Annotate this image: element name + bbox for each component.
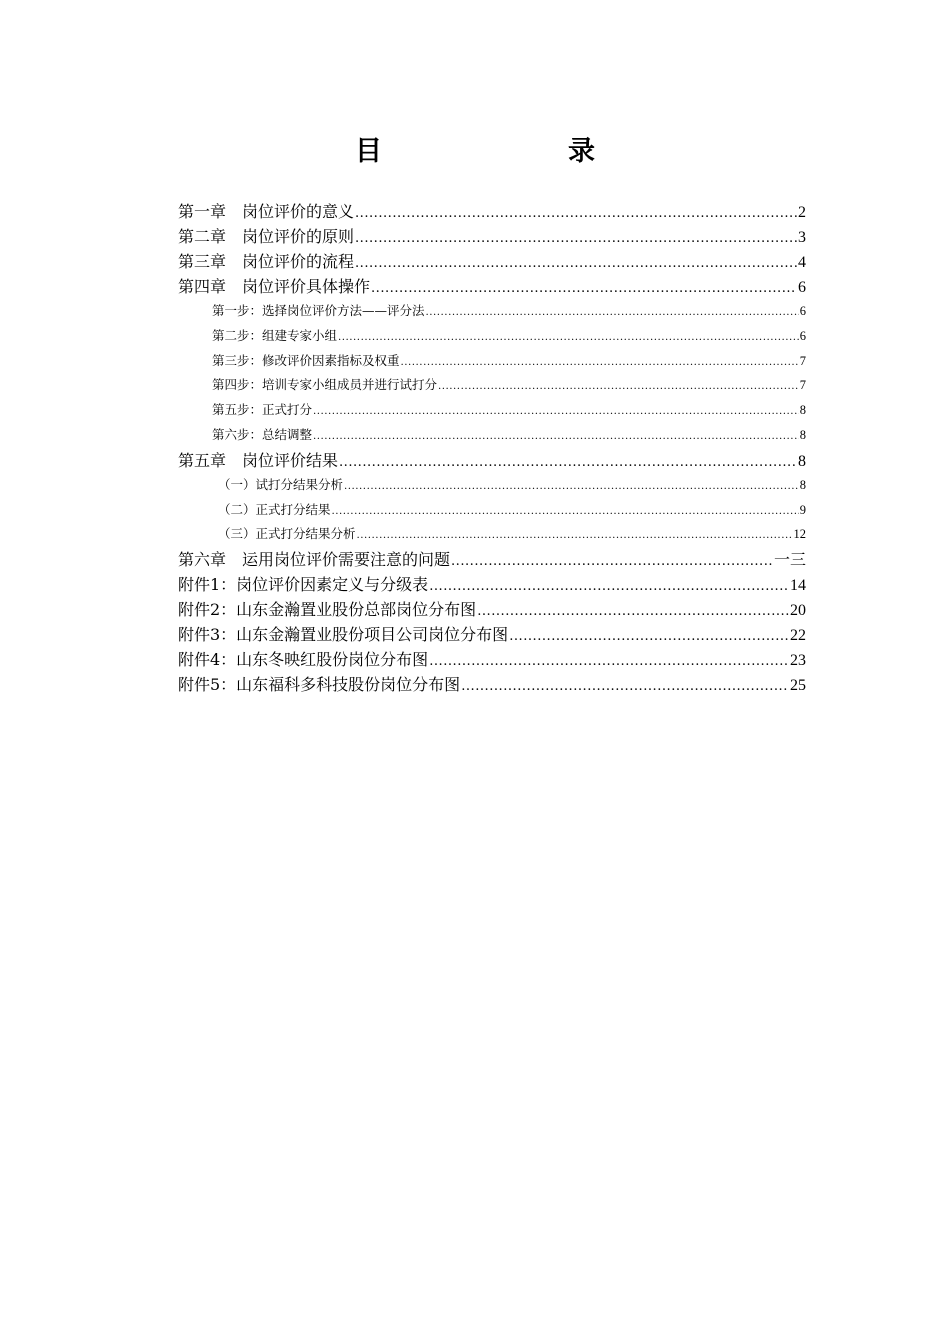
toc-entry[interactable] — [178, 199, 806, 224]
toc-page-number: 一三 — [773, 552, 806, 570]
toc-entry[interactable] — [178, 349, 806, 374]
toc-leader — [338, 325, 799, 350]
toc-entry[interactable] — [178, 224, 806, 249]
toc-entry[interactable] — [178, 249, 806, 274]
toc-leader — [451, 549, 773, 574]
toc-entry-text: 第六章 运用岗位评价需要注意的问题 — [178, 550, 451, 570]
toc-leader — [371, 276, 797, 301]
toc-entry-text: 第二章 岗位评价的原则 — [178, 227, 355, 246]
toc-page-number: 23 — [790, 652, 806, 670]
toc-entry[interactable] — [178, 498, 806, 523]
toc-page-number: 2 — [798, 204, 806, 221]
toc-entry[interactable] — [178, 473, 806, 498]
toc-entry-text: 第六步：总结调整 — [212, 426, 313, 442]
toc-entry-text: 附件1：岗位评价因素定义与分级表 — [178, 575, 429, 595]
toc-entry-text: （三）正式打分结果分析 — [218, 526, 356, 542]
toc-entry[interactable] — [178, 572, 806, 597]
toc-entry-text: 第五步：正式打分 — [212, 402, 313, 418]
toc-leader — [477, 599, 789, 624]
toc-leader — [355, 226, 797, 251]
toc-page-number: 7 — [799, 353, 806, 368]
toc-entry-text: 第四步：培训专家小组成员并进行试打分 — [212, 377, 438, 393]
toc-leader — [355, 201, 797, 226]
toc-page-number: 8 — [799, 403, 806, 418]
toc-entry[interactable] — [178, 597, 806, 622]
toc-entry-text: 第二步：组建专家小组 — [212, 327, 338, 343]
toc-entry-text: 第三步：修改评价因素指标及权重 — [212, 352, 400, 368]
toc-page-number: 14 — [790, 577, 806, 595]
toc-leader — [429, 574, 789, 599]
toc-leader — [344, 474, 799, 499]
toc-entry[interactable] — [178, 547, 806, 572]
toc-entry-text: 第五章 岗位评价结果 — [178, 450, 339, 470]
toc-leader — [357, 523, 793, 548]
toc-entry[interactable] — [178, 324, 806, 349]
toc-entry-text: （二）正式打分结果 — [218, 501, 331, 517]
toc-entry[interactable] — [178, 672, 806, 697]
toc-page-number: 22 — [790, 627, 806, 645]
toc-leader — [313, 424, 799, 449]
toc-leader — [339, 450, 797, 475]
toc-page-number: 8 — [799, 477, 806, 492]
toc-page-number: 6 — [798, 279, 806, 296]
toc-entry-text: 第四章 岗位评价具体操作 — [178, 277, 371, 296]
toc-page-number: 3 — [798, 229, 806, 246]
toc-list — [178, 199, 806, 697]
toc-page-number: 8 — [798, 452, 806, 470]
toc-entry-text: 附件4：山东冬映红股份岗位分布图 — [178, 650, 429, 670]
toc-leader — [401, 350, 799, 375]
toc-entry-text: 附件3：山东金瀚置业股份项目公司岗位分布图 — [178, 625, 509, 645]
toc-entry[interactable] — [178, 647, 806, 672]
toc-page-number: 7 — [799, 378, 806, 393]
toc-entry-text: （一）试打分结果分析 — [218, 476, 344, 492]
toc-entry-text: 附件2：山东金瀚置业股份总部岗位分布图 — [178, 600, 477, 620]
toc-entry-text: 第三章 岗位评价的流程 — [178, 252, 355, 271]
toc-entry[interactable] — [178, 522, 806, 547]
toc-leader — [355, 251, 797, 276]
toc-entry[interactable] — [178, 274, 806, 299]
toc-page-number: 6 — [799, 304, 806, 318]
toc-page-number: 8 — [799, 427, 806, 442]
toc-page-number: 25 — [790, 677, 806, 695]
toc-entry[interactable] — [178, 373, 806, 398]
toc-leader — [429, 649, 789, 674]
toc-entry[interactable] — [178, 398, 806, 423]
toc-page-number: 20 — [790, 602, 806, 620]
toc-page-number: 12 — [793, 527, 806, 542]
toc-leader — [313, 399, 799, 424]
toc-entry-text: 第一步：选择岗位评价方法——评分法 — [212, 303, 425, 318]
toc-entry[interactable] — [178, 423, 806, 448]
toc-leader — [438, 374, 799, 399]
toc-entry[interactable] — [178, 448, 806, 473]
toc-page-number: 4 — [798, 254, 806, 271]
toc-page-number: 9 — [799, 502, 806, 517]
toc-page-number: 6 — [799, 328, 806, 343]
toc-leader — [332, 499, 799, 524]
toc-leader — [461, 674, 789, 699]
toc-entry-text: 附件5：山东福科多科技股份岗位分布图 — [178, 675, 461, 695]
page-title: 目 录 — [355, 136, 639, 167]
toc-leader — [426, 300, 799, 325]
toc-leader — [509, 624, 789, 649]
toc-entry[interactable] — [178, 299, 806, 324]
toc-entry-text: 第一章 岗位评价的意义 — [178, 202, 355, 221]
toc-entry[interactable] — [178, 622, 806, 647]
